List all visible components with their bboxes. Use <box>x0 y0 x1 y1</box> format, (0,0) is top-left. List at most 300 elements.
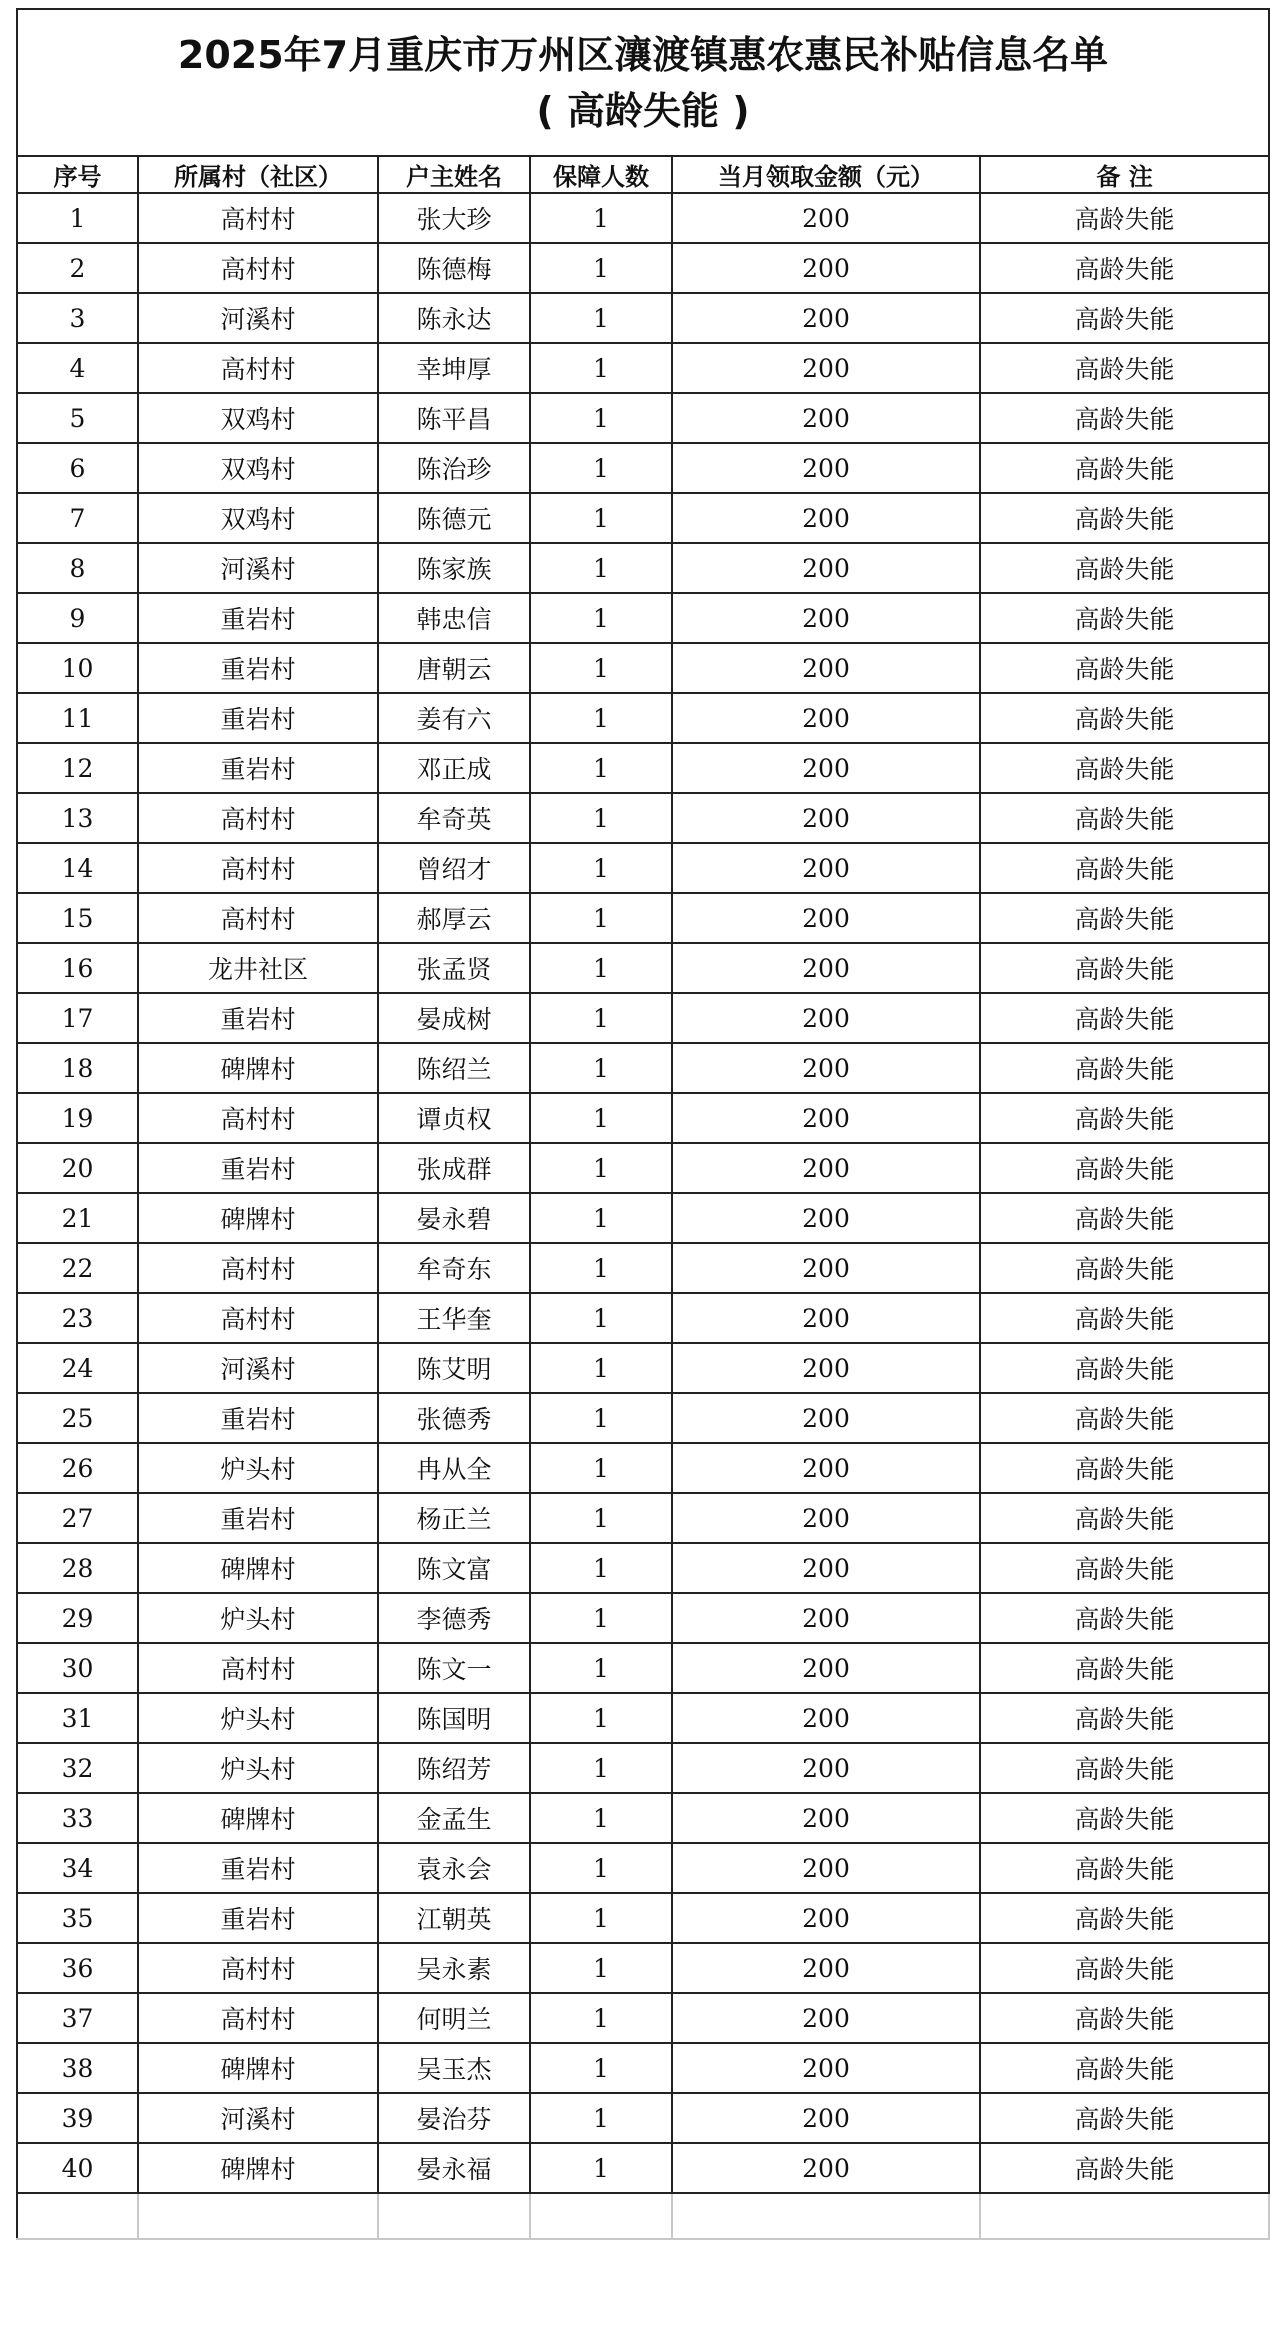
cell-householder: 谭贞权 <box>378 1093 530 1143</box>
cell-seq: 19 <box>17 1093 138 1143</box>
cell-householder: 陈绍兰 <box>378 1043 530 1093</box>
cell-covered-persons: 1 <box>530 1193 672 1243</box>
cell-monthly-amount: 200 <box>672 1193 980 1243</box>
table-row <box>17 1593 1269 1643</box>
cell-seq: 36 <box>17 1943 138 1993</box>
cell-village: 重岩村 <box>138 1843 378 1893</box>
cell-seq: 23 <box>17 1293 138 1343</box>
cell-remarks: 高龄失能 <box>980 1043 1269 1093</box>
cell-remarks: 高龄失能 <box>980 1843 1269 1893</box>
cell-householder: 郝厚云 <box>378 893 530 943</box>
cell-seq: 33 <box>17 1793 138 1843</box>
table-row <box>17 2043 1269 2093</box>
cell-village: 重岩村 <box>138 993 378 1043</box>
cell-seq: 21 <box>17 1193 138 1243</box>
table-row <box>17 743 1269 793</box>
cell-monthly-amount: 200 <box>672 1543 980 1593</box>
title-line-main: 2025年7月重庆市万州区瀼渡镇惠农惠民补贴信息名单 <box>177 32 1109 77</box>
cell-householder: 江朝英 <box>378 1893 530 1943</box>
cell-remarks: 高龄失能 <box>980 1743 1269 1793</box>
cell-householder: 张大珍 <box>378 193 530 243</box>
cell-remarks: 高龄失能 <box>980 1443 1269 1493</box>
cell-remarks: 高龄失能 <box>980 843 1269 893</box>
cell-covered-persons: 1 <box>530 1243 672 1293</box>
table-row <box>17 893 1269 943</box>
cell-monthly-amount: 200 <box>672 293 980 343</box>
cell-householder: 陈文一 <box>378 1643 530 1693</box>
cell-householder: 张德秀 <box>378 1393 530 1443</box>
table-row <box>17 2143 1269 2193</box>
cell-remarks: 高龄失能 <box>980 543 1269 593</box>
cell-covered-persons: 1 <box>530 1893 672 1943</box>
cell-householder: 邓正成 <box>378 743 530 793</box>
cell-village: 炉头村 <box>138 1443 378 1493</box>
cell-village: 高村村 <box>138 243 378 293</box>
cell-seq: 27 <box>17 1493 138 1543</box>
table-row <box>17 793 1269 843</box>
cell-householder: 陈艾明 <box>378 1343 530 1393</box>
cell-remarks: 高龄失能 <box>980 443 1269 493</box>
empty-cell <box>138 2193 378 2239</box>
cell-seq: 3 <box>17 293 138 343</box>
table-row <box>17 1143 1269 1193</box>
cell-householder: 幸坤厚 <box>378 343 530 393</box>
cell-covered-persons: 1 <box>530 1343 672 1393</box>
cell-householder: 陈永达 <box>378 293 530 343</box>
cell-remarks: 高龄失能 <box>980 1193 1269 1243</box>
cell-monthly-amount: 200 <box>672 2093 980 2143</box>
cell-monthly-amount: 200 <box>672 543 980 593</box>
table-row <box>17 343 1269 393</box>
cell-seq: 10 <box>17 643 138 693</box>
table-row <box>17 693 1269 743</box>
cell-village: 重岩村 <box>138 1143 378 1193</box>
header-covered-persons: 保障人数 <box>530 156 672 193</box>
cell-remarks: 高龄失能 <box>980 1643 1269 1693</box>
cell-householder: 李德秀 <box>378 1593 530 1643</box>
empty-row <box>17 2193 1269 2239</box>
table-row <box>17 1193 1269 1243</box>
header-seq: 序号 <box>17 156 138 193</box>
cell-monthly-amount: 200 <box>672 393 980 443</box>
cell-householder: 陈德元 <box>378 493 530 543</box>
cell-covered-persons: 1 <box>530 893 672 943</box>
cell-seq: 12 <box>17 743 138 793</box>
cell-monthly-amount: 200 <box>672 943 980 993</box>
cell-monthly-amount: 200 <box>672 1043 980 1093</box>
cell-householder: 冉从全 <box>378 1443 530 1493</box>
table-row <box>17 843 1269 893</box>
cell-remarks: 高龄失能 <box>980 393 1269 443</box>
cell-village: 高村村 <box>138 843 378 893</box>
cell-seq: 28 <box>17 1543 138 1593</box>
cell-seq: 2 <box>17 243 138 293</box>
cell-remarks: 高龄失能 <box>980 2043 1269 2093</box>
cell-seq: 5 <box>17 393 138 443</box>
cell-householder: 曾绍才 <box>378 843 530 893</box>
cell-covered-persons: 1 <box>530 293 672 343</box>
cell-seq: 40 <box>17 2143 138 2193</box>
cell-householder: 张成群 <box>378 1143 530 1193</box>
cell-monthly-amount: 200 <box>672 1243 980 1293</box>
title-line-category: ( 高龄失能 ) <box>536 88 750 133</box>
cell-householder: 何明兰 <box>378 1993 530 2043</box>
table-row <box>17 1393 1269 1443</box>
cell-monthly-amount: 200 <box>672 343 980 393</box>
cell-remarks: 高龄失能 <box>980 743 1269 793</box>
cell-householder: 韩忠信 <box>378 593 530 643</box>
table-row <box>17 1893 1269 1943</box>
cell-covered-persons: 1 <box>530 1943 672 1993</box>
cell-monthly-amount: 200 <box>672 1693 980 1743</box>
cell-remarks: 高龄失能 <box>980 993 1269 1043</box>
cell-covered-persons: 1 <box>530 793 672 843</box>
cell-seq: 26 <box>17 1443 138 1493</box>
cell-remarks: 高龄失能 <box>980 1243 1269 1293</box>
cell-village: 重岩村 <box>138 1493 378 1543</box>
empty-cell <box>980 2193 1269 2239</box>
cell-covered-persons: 1 <box>530 1143 672 1193</box>
cell-monthly-amount: 200 <box>672 1443 980 1493</box>
cell-monthly-amount: 200 <box>672 1593 980 1643</box>
cell-monthly-amount: 200 <box>672 1743 980 1793</box>
cell-seq: 16 <box>17 943 138 993</box>
cell-householder: 吴永素 <box>378 1943 530 1993</box>
cell-householder: 晏治芬 <box>378 2093 530 2143</box>
cell-village: 高村村 <box>138 1243 378 1293</box>
cell-covered-persons: 1 <box>530 1843 672 1893</box>
cell-village: 双鸡村 <box>138 393 378 443</box>
cell-householder: 张孟贤 <box>378 943 530 993</box>
cell-covered-persons: 1 <box>530 1643 672 1693</box>
cell-village: 重岩村 <box>138 743 378 793</box>
table-row <box>17 1243 1269 1293</box>
cell-monthly-amount: 200 <box>672 1643 980 1693</box>
cell-seq: 32 <box>17 1743 138 1793</box>
cell-village: 重岩村 <box>138 1393 378 1443</box>
cell-remarks: 高龄失能 <box>980 1693 1269 1743</box>
cell-monthly-amount: 200 <box>672 1493 980 1543</box>
document-title <box>17 9 1269 156</box>
cell-seq: 37 <box>17 1993 138 2043</box>
cell-monthly-amount: 200 <box>672 2143 980 2193</box>
table-row <box>17 1693 1269 1743</box>
cell-village: 重岩村 <box>138 693 378 743</box>
table-row <box>17 593 1269 643</box>
table-row <box>17 1093 1269 1143</box>
cell-remarks: 高龄失能 <box>980 343 1269 393</box>
cell-village: 高村村 <box>138 343 378 393</box>
empty-cell <box>672 2193 980 2239</box>
cell-householder: 陈平昌 <box>378 393 530 443</box>
table-row <box>17 1443 1269 1493</box>
cell-householder: 王华奎 <box>378 1293 530 1343</box>
cell-householder: 杨正兰 <box>378 1493 530 1543</box>
cell-seq: 6 <box>17 443 138 493</box>
cell-monthly-amount: 200 <box>672 593 980 643</box>
cell-seq: 17 <box>17 993 138 1043</box>
table-row <box>17 1343 1269 1393</box>
cell-remarks: 高龄失能 <box>980 1293 1269 1343</box>
cell-village: 重岩村 <box>138 1893 378 1943</box>
table-row <box>17 1543 1269 1593</box>
cell-seq: 29 <box>17 1593 138 1643</box>
cell-covered-persons: 1 <box>530 943 672 993</box>
cell-remarks: 高龄失能 <box>980 293 1269 343</box>
empty-cell <box>17 2193 138 2239</box>
cell-covered-persons: 1 <box>530 193 672 243</box>
cell-monthly-amount: 200 <box>672 743 980 793</box>
cell-householder: 陈绍芳 <box>378 1743 530 1793</box>
cell-village: 高村村 <box>138 1643 378 1693</box>
cell-remarks: 高龄失能 <box>980 793 1269 843</box>
cell-remarks: 高龄失能 <box>980 893 1269 943</box>
cell-monthly-amount: 200 <box>672 1943 980 1993</box>
cell-seq: 8 <box>17 543 138 593</box>
cell-covered-persons: 1 <box>530 1493 672 1543</box>
cell-seq: 25 <box>17 1393 138 1443</box>
cell-village: 高村村 <box>138 1943 378 1993</box>
table-row <box>17 1043 1269 1093</box>
cell-monthly-amount: 200 <box>672 2043 980 2093</box>
table-row <box>17 1293 1269 1343</box>
cell-seq: 14 <box>17 843 138 893</box>
cell-monthly-amount: 200 <box>672 793 980 843</box>
cell-village: 炉头村 <box>138 1593 378 1643</box>
cell-monthly-amount: 200 <box>672 443 980 493</box>
table-row <box>17 1993 1269 2043</box>
cell-covered-persons: 1 <box>530 443 672 493</box>
cell-householder: 袁永会 <box>378 1843 530 1893</box>
cell-householder: 晏成树 <box>378 993 530 1043</box>
cell-covered-persons: 1 <box>530 1543 672 1593</box>
table-row <box>17 1643 1269 1693</box>
table-row <box>17 1493 1269 1543</box>
cell-seq: 9 <box>17 593 138 643</box>
cell-covered-persons: 1 <box>530 493 672 543</box>
cell-village: 重岩村 <box>138 643 378 693</box>
table-row <box>17 243 1269 293</box>
cell-village: 碑牌村 <box>138 1793 378 1843</box>
cell-householder: 牟奇英 <box>378 793 530 843</box>
cell-seq: 39 <box>17 2093 138 2143</box>
cell-covered-persons: 1 <box>530 1693 672 1743</box>
cell-monthly-amount: 200 <box>672 1843 980 1893</box>
cell-householder: 陈家族 <box>378 543 530 593</box>
cell-village: 高村村 <box>138 1993 378 2043</box>
cell-remarks: 高龄失能 <box>980 1593 1269 1643</box>
table-row <box>17 1743 1269 1793</box>
cell-householder: 陈德梅 <box>378 243 530 293</box>
cell-monthly-amount: 200 <box>672 893 980 943</box>
cell-covered-persons: 1 <box>530 1393 672 1443</box>
empty-cell <box>378 2193 530 2239</box>
cell-covered-persons: 1 <box>530 243 672 293</box>
table-row <box>17 193 1269 243</box>
cell-householder: 陈治珍 <box>378 443 530 493</box>
table-row <box>17 493 1269 543</box>
cell-seq: 35 <box>17 1893 138 1943</box>
subsidy-table <box>16 8 1270 2240</box>
cell-remarks: 高龄失能 <box>980 1343 1269 1393</box>
table-row <box>17 1843 1269 1893</box>
cell-covered-persons: 1 <box>530 1993 672 2043</box>
cell-seq: 18 <box>17 1043 138 1093</box>
cell-remarks: 高龄失能 <box>980 593 1269 643</box>
cell-seq: 1 <box>17 193 138 243</box>
table-row <box>17 393 1269 443</box>
cell-householder: 吴玉杰 <box>378 2043 530 2093</box>
cell-seq: 4 <box>17 343 138 393</box>
table-row <box>17 1793 1269 1843</box>
cell-village: 碑牌村 <box>138 1543 378 1593</box>
cell-monthly-amount: 200 <box>672 843 980 893</box>
cell-covered-persons: 1 <box>530 843 672 893</box>
cell-remarks: 高龄失能 <box>980 2143 1269 2193</box>
cell-monthly-amount: 200 <box>672 1293 980 1343</box>
cell-village: 碑牌村 <box>138 1193 378 1243</box>
cell-remarks: 高龄失能 <box>980 493 1269 543</box>
cell-householder: 牟奇东 <box>378 1243 530 1293</box>
cell-remarks: 高龄失能 <box>980 1793 1269 1843</box>
header-householder: 户主姓名 <box>378 156 530 193</box>
cell-village: 河溪村 <box>138 1343 378 1393</box>
cell-village: 高村村 <box>138 193 378 243</box>
cell-householder: 唐朝云 <box>378 643 530 693</box>
cell-covered-persons: 1 <box>530 643 672 693</box>
cell-covered-persons: 1 <box>530 1093 672 1143</box>
cell-village: 碑牌村 <box>138 2043 378 2093</box>
cell-village: 碑牌村 <box>138 1043 378 1093</box>
cell-remarks: 高龄失能 <box>980 1943 1269 1993</box>
header-remarks: 备 注 <box>980 156 1269 193</box>
cell-covered-persons: 1 <box>530 743 672 793</box>
cell-seq: 31 <box>17 1693 138 1743</box>
cell-monthly-amount: 200 <box>672 193 980 243</box>
cell-village: 炉头村 <box>138 1743 378 1793</box>
table-row <box>17 443 1269 493</box>
cell-covered-persons: 1 <box>530 1043 672 1093</box>
header-village: 所属村（社区） <box>138 156 378 193</box>
cell-seq: 22 <box>17 1243 138 1293</box>
cell-village: 高村村 <box>138 893 378 943</box>
table-row <box>17 643 1269 693</box>
cell-remarks: 高龄失能 <box>980 1143 1269 1193</box>
cell-village: 龙井社区 <box>138 943 378 993</box>
cell-village: 高村村 <box>138 793 378 843</box>
cell-remarks: 高龄失能 <box>980 1093 1269 1143</box>
cell-monthly-amount: 200 <box>672 493 980 543</box>
cell-monthly-amount: 200 <box>672 1993 980 2043</box>
cell-remarks: 高龄失能 <box>980 943 1269 993</box>
cell-monthly-amount: 200 <box>672 1393 980 1443</box>
cell-remarks: 高龄失能 <box>980 1993 1269 2043</box>
cell-monthly-amount: 200 <box>672 243 980 293</box>
subsidy-list-sheet <box>16 8 1268 2240</box>
table-row <box>17 1943 1269 1993</box>
cell-village: 河溪村 <box>138 2093 378 2143</box>
cell-householder: 晏永碧 <box>378 1193 530 1243</box>
cell-covered-persons: 1 <box>530 1443 672 1493</box>
cell-covered-persons: 1 <box>530 2043 672 2093</box>
cell-covered-persons: 1 <box>530 2143 672 2193</box>
cell-seq: 11 <box>17 693 138 743</box>
cell-monthly-amount: 200 <box>672 1793 980 1843</box>
table-body <box>17 193 1269 2239</box>
empty-cell <box>530 2193 672 2239</box>
table-row <box>17 943 1269 993</box>
table-row <box>17 2093 1269 2143</box>
cell-covered-persons: 1 <box>530 343 672 393</box>
cell-monthly-amount: 200 <box>672 1343 980 1393</box>
cell-seq: 7 <box>17 493 138 543</box>
cell-monthly-amount: 200 <box>672 693 980 743</box>
cell-remarks: 高龄失能 <box>980 1393 1269 1443</box>
cell-householder: 金孟生 <box>378 1793 530 1843</box>
cell-householder: 陈国明 <box>378 1693 530 1743</box>
cell-village: 碑牌村 <box>138 2143 378 2193</box>
cell-seq: 13 <box>17 793 138 843</box>
table-row <box>17 293 1269 343</box>
cell-remarks: 高龄失能 <box>980 693 1269 743</box>
cell-covered-persons: 1 <box>530 1793 672 1843</box>
cell-village: 河溪村 <box>138 543 378 593</box>
cell-covered-persons: 1 <box>530 593 672 643</box>
cell-remarks: 高龄失能 <box>980 193 1269 243</box>
cell-covered-persons: 1 <box>530 393 672 443</box>
cell-remarks: 高龄失能 <box>980 243 1269 293</box>
cell-seq: 38 <box>17 2043 138 2093</box>
cell-seq: 15 <box>17 893 138 943</box>
cell-covered-persons: 1 <box>530 1743 672 1793</box>
cell-monthly-amount: 200 <box>672 993 980 1043</box>
cell-remarks: 高龄失能 <box>980 1893 1269 1943</box>
cell-seq: 24 <box>17 1343 138 1393</box>
cell-householder: 姜有六 <box>378 693 530 743</box>
cell-remarks: 高龄失能 <box>980 2093 1269 2143</box>
cell-village: 重岩村 <box>138 593 378 643</box>
cell-covered-persons: 1 <box>530 1593 672 1643</box>
cell-village: 双鸡村 <box>138 443 378 493</box>
cell-covered-persons: 1 <box>530 693 672 743</box>
cell-village: 河溪村 <box>138 293 378 343</box>
cell-monthly-amount: 200 <box>672 1093 980 1143</box>
cell-householder: 陈文富 <box>378 1543 530 1593</box>
cell-remarks: 高龄失能 <box>980 643 1269 693</box>
cell-village: 高村村 <box>138 1093 378 1143</box>
cell-covered-persons: 1 <box>530 993 672 1043</box>
header-monthly-amount: 当月领取金额（元） <box>672 156 980 193</box>
cell-seq: 20 <box>17 1143 138 1193</box>
cell-remarks: 高龄失能 <box>980 1543 1269 1593</box>
table-header-row <box>17 156 1269 193</box>
cell-covered-persons: 1 <box>530 1293 672 1343</box>
cell-remarks: 高龄失能 <box>980 1493 1269 1543</box>
cell-covered-persons: 1 <box>530 543 672 593</box>
cell-village: 双鸡村 <box>138 493 378 543</box>
cell-monthly-amount: 200 <box>672 1143 980 1193</box>
cell-covered-persons: 1 <box>530 2093 672 2143</box>
cell-seq: 30 <box>17 1643 138 1693</box>
table-row <box>17 543 1269 593</box>
table-row <box>17 993 1269 1043</box>
cell-seq: 34 <box>17 1843 138 1893</box>
cell-monthly-amount: 200 <box>672 1893 980 1943</box>
cell-householder: 晏永福 <box>378 2143 530 2193</box>
cell-monthly-amount: 200 <box>672 643 980 693</box>
cell-village: 炉头村 <box>138 1693 378 1743</box>
cell-village: 高村村 <box>138 1293 378 1343</box>
